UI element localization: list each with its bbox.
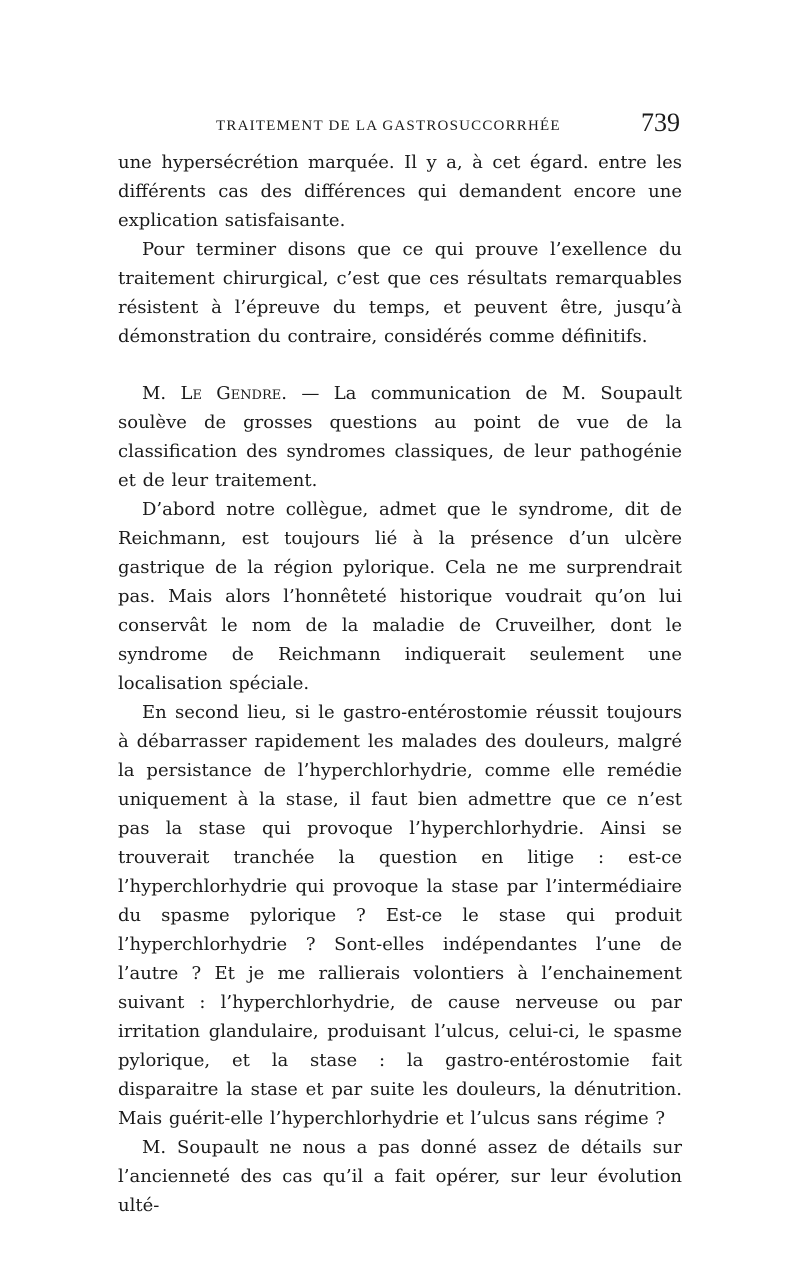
body-text [118, 148, 682, 1220]
paragraph-details: M. Soupault ne nous a pas donné assez de détails sur l’ancienneté des cas qu’il a fait opérer, sur leur évolution ulté- [118, 1137, 682, 1216]
book-page [118, 108, 682, 1220]
page-header [118, 108, 682, 148]
running-title: TRAITEMENT DE LA GASTROSUCCORRHÉE [216, 118, 561, 134]
section-gap [118, 351, 682, 379]
paragraph-continuation: une hypersécrétion marquée. Il y a, à cet égard. entre les différents cas des différences qui demandent encore une explication satisfaisante. [118, 152, 682, 231]
speaker-remark: — La communication de M. Soupault soulève de grosses questions au point de vue de la classification des syndromes classiques, de leur pathogénie et de leur traitement. [118, 383, 682, 491]
paragraph-speaker-intro [118, 379, 682, 495]
paragraph-reichmann: D’abord notre collègue, admet que le syndrome, dit de Reichmann, est toujours lié à la présence d’un ulcère gastrique de la région pylorique. Cela ne me surprendrait pas. Mais alors l’honnêteté historique voudrait qu’on lui conservât le nom de la maladie de Cruveilher, dont le syndrome de Reichmann indiquerait seulement une localisation spéciale. [118, 499, 682, 694]
speaker-name: M. Le Gendre. [142, 383, 287, 404]
paragraph-second-point: En second lieu, si le gastro-entérostomie réussit toujours à débarrasser rapidement les malades des douleurs, malgré la persistance de l’hyperchlorhydrie, comme elle remédie uniquement à la stase, il faut bien admettre que ce n’est pas la stase qui provoque l’hyperchlorhydrie. Ainsi se trouverait tranchée la question en litige : est-ce l’hyperchlorhydrie qui provoque la stase par l’intermédiaire du spasme pylorique ? Est-ce le stase qui produit l’hyperchlorhydrie ? Sont-elles indépendantes l’une de l’autre ? Et je me rallierais volontiers à l’enchainement suivant : l’hyperchlorhydrie, de cause nerveuse ou par irritation glandulaire, produisant l’ulcus, celui-ci, le spasme pylorique, et la stase : la gastro-entérostomie fait disparaitre la stase et par suite les douleurs, la dénutrition. Mais guérit-elle l’hyperchlorhydrie et l’ulcus sans régime ? [118, 702, 682, 1129]
page-number: 739 [641, 108, 680, 137]
paragraph-conclusion: Pour terminer disons que ce qui prouve l’exellence du traitement chirurgical, c’est que ces résultats remarquables résistent à l’épreuve du temps, et peuvent être, jusqu’à démonstration du contraire, considérés comme définitifs. [118, 239, 682, 347]
